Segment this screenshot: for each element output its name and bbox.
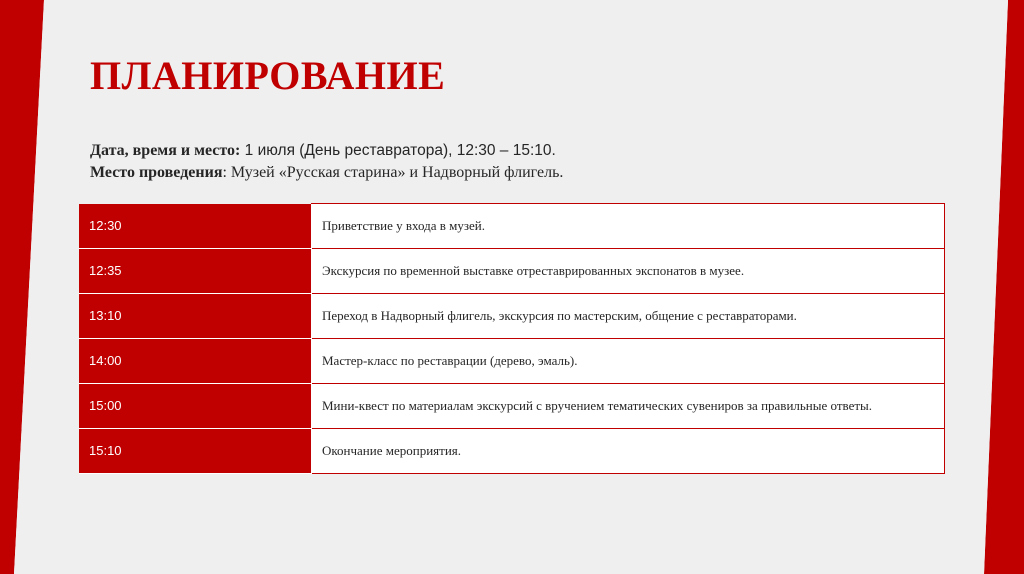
table-row <box>79 294 945 339</box>
time-cell: 15:00 <box>79 384 312 429</box>
time-cell: 12:35 <box>79 249 312 294</box>
time-cell: 12:30 <box>79 204 312 249</box>
slide-title: ПЛАНИРОВАНИЕ <box>90 53 446 98</box>
date-value: 1 июля (День реставратора), 12:30 – 15:10. <box>240 142 556 159</box>
date-line <box>90 140 950 162</box>
event-cell: Переход в Надворный флигель, экскурсия по мастерским, общение с реставраторами. <box>312 294 945 339</box>
place-line <box>90 162 950 184</box>
time-cell: 13:10 <box>79 294 312 339</box>
place-label: Место проведения <box>90 164 223 181</box>
place-value: : Музей «Русская старина» и Надворный флигель. <box>222 164 564 181</box>
event-cell: Мини-квест по материалам экскурсий с вручением тематических сувениров за правильные ответы. <box>312 384 945 429</box>
time-cell: 14:00 <box>79 339 312 384</box>
event-cell: Окончание мероприятия. <box>312 429 945 474</box>
event-cell: Экскурсия по временной выставке отреставрированных экспонатов в музее. <box>312 249 945 294</box>
table-row <box>79 429 945 474</box>
table-row <box>79 204 945 249</box>
event-info <box>90 140 950 184</box>
event-cell: Приветствие у входа в музей. <box>312 204 945 249</box>
event-cell: Мастер-класс по реставрации (дерево, эмаль). <box>312 339 945 384</box>
time-cell: 15:10 <box>79 429 312 474</box>
table-row <box>79 384 945 429</box>
schedule-table <box>79 203 945 474</box>
table-row <box>79 339 945 384</box>
date-label: Дата, время и место: <box>90 142 241 159</box>
table-row <box>79 249 945 294</box>
